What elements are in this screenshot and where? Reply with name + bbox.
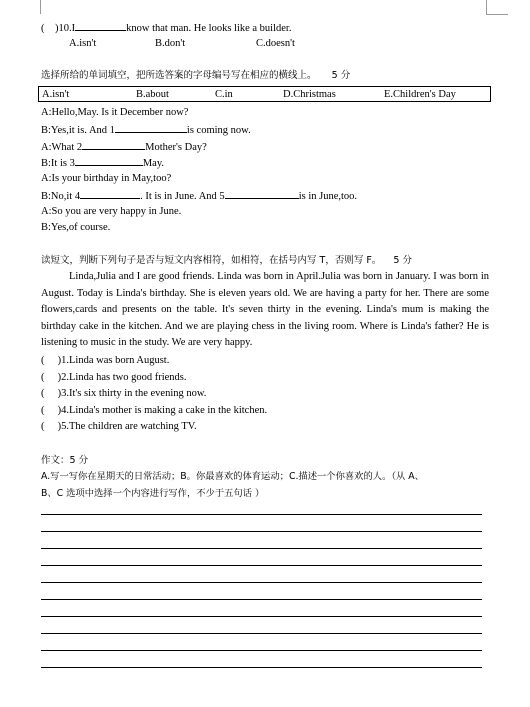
- reading-score: 5 分: [393, 255, 412, 266]
- dialog-line: [41, 155, 164, 170]
- crop-mark-left: [40, 0, 41, 14]
- writing-line[interactable]: [41, 599, 482, 600]
- dialog-line: [41, 122, 251, 137]
- question-10-number: 10.I: [58, 23, 76, 34]
- judge-item: [41, 404, 267, 417]
- fill-instruction: [41, 69, 350, 82]
- dialog-text: B:It is 3: [41, 158, 75, 169]
- question-10: [41, 20, 291, 35]
- writing-line[interactable]: [41, 667, 482, 668]
- writing-line[interactable]: [41, 616, 482, 617]
- judge-item-text: 4.Linda's mother is making a cake in the kitchen.: [61, 405, 268, 416]
- word-option: B.about: [136, 89, 169, 100]
- writing-line[interactable]: [41, 548, 482, 549]
- answer-paren: ( ): [41, 421, 62, 432]
- writing-line[interactable]: [41, 650, 482, 651]
- option-c: C.doesn't: [256, 38, 295, 49]
- dialog-text: Mother's Day?: [145, 142, 207, 153]
- dialog-text: . It is in June. And 5: [140, 191, 225, 202]
- answer-blank[interactable]: [82, 139, 145, 150]
- fill-instruction-text: 选择所给的单词填空，把所选答案的字母编号写在相应的横线上。: [41, 70, 317, 81]
- judge-item: [41, 371, 187, 384]
- judge-item-text: 5.The children are watching TV.: [61, 421, 197, 432]
- answer-blank[interactable]: [225, 188, 299, 199]
- word-option: A.isn't: [42, 89, 70, 100]
- question-10-text: know that man. He looks like a builder.: [126, 23, 292, 34]
- dialog-text: is in June,too.: [298, 191, 358, 202]
- answer-paren-close: ): [55, 23, 59, 34]
- word-option: C.in: [215, 89, 233, 100]
- judge-item-text: 1.Linda was born August.: [61, 355, 170, 366]
- dialog-line: A:Is your birthday in May,too?: [41, 173, 172, 184]
- answer-paren: ( ): [41, 405, 62, 416]
- word-option: D.Christmas: [283, 89, 336, 100]
- writing-line[interactable]: [41, 514, 482, 515]
- dialog-text: A:What 2: [41, 142, 83, 153]
- dialog-text: B:No,it 4: [41, 191, 81, 202]
- writing-title: 作文：5 分: [41, 455, 89, 466]
- dialog-line: A:So you are very happy in June.: [41, 206, 182, 217]
- judge-item: [41, 420, 197, 433]
- writing-prompt-line-1: A.写一写你在星期天的日常活动；B。你最喜欢的体育运动；C.描述一个你喜欢的人。（从 A、: [41, 471, 424, 482]
- judge-item: [41, 354, 169, 367]
- reading-passage: Linda,Julia and I are good friends. Linda was born in April.Julia was born in January. I was born in August. Today is Linda's birthday. She is eleven years old. We are having a party for her. There are some flowers,cards and presents on the table. It's seven thirty in the evening. Linda's mum is making the birthday cake in the kitchen. And we are playing chess in the living room. Where is Linda's father? He is listening to music in the study. We are very happy.: [41, 271, 489, 349]
- crop-mark-right-h: [486, 14, 508, 15]
- writing-line[interactable]: [41, 531, 482, 532]
- answer-blank[interactable]: [80, 188, 140, 199]
- option-b: B.don't: [155, 38, 186, 49]
- answer-paren: ( ): [41, 388, 62, 399]
- reading-instruction: [41, 254, 412, 267]
- dialog-line: [41, 188, 357, 203]
- answer-paren: ( ): [41, 372, 62, 383]
- judge-item-text: 2.Linda has two good friends.: [61, 372, 187, 383]
- answer-blank[interactable]: [115, 122, 187, 133]
- writing-line[interactable]: [41, 633, 482, 634]
- answer-paren: ( ): [41, 355, 62, 366]
- word-option: E.Children's Day: [384, 89, 456, 100]
- dialog-line: [41, 139, 207, 154]
- dialog-text: is coming now.: [186, 125, 251, 136]
- crop-mark-right: [486, 0, 487, 14]
- option-a: A.isn't: [69, 38, 97, 49]
- word-bank: [38, 86, 491, 102]
- dialog-text: B:Yes,it is. And 1: [41, 125, 115, 136]
- answer-blank[interactable]: [75, 155, 143, 166]
- dialog-line: B:Yes,of course.: [41, 222, 111, 233]
- judge-item: [41, 387, 206, 400]
- writing-line[interactable]: [41, 565, 482, 566]
- reading-instruction-text: 读短文，判断下列句子是否与短文内容相符，如相符，在括号内写 T，否则写 F。: [41, 255, 382, 266]
- dialog-text: May.: [142, 158, 165, 169]
- dialog-line: A:Hello,May. Is it December now?: [41, 107, 189, 118]
- answer-blank[interactable]: [75, 20, 126, 31]
- judge-item-text: 3.It's six thirty in the evening now.: [61, 388, 207, 399]
- answer-paren-open: (: [41, 23, 45, 34]
- writing-line[interactable]: [41, 582, 482, 583]
- writing-prompt-line-2: B、C 选项中选择一个内容进行写作，不少于五句话 ）: [41, 488, 265, 499]
- fill-score: 5 分: [331, 70, 351, 81]
